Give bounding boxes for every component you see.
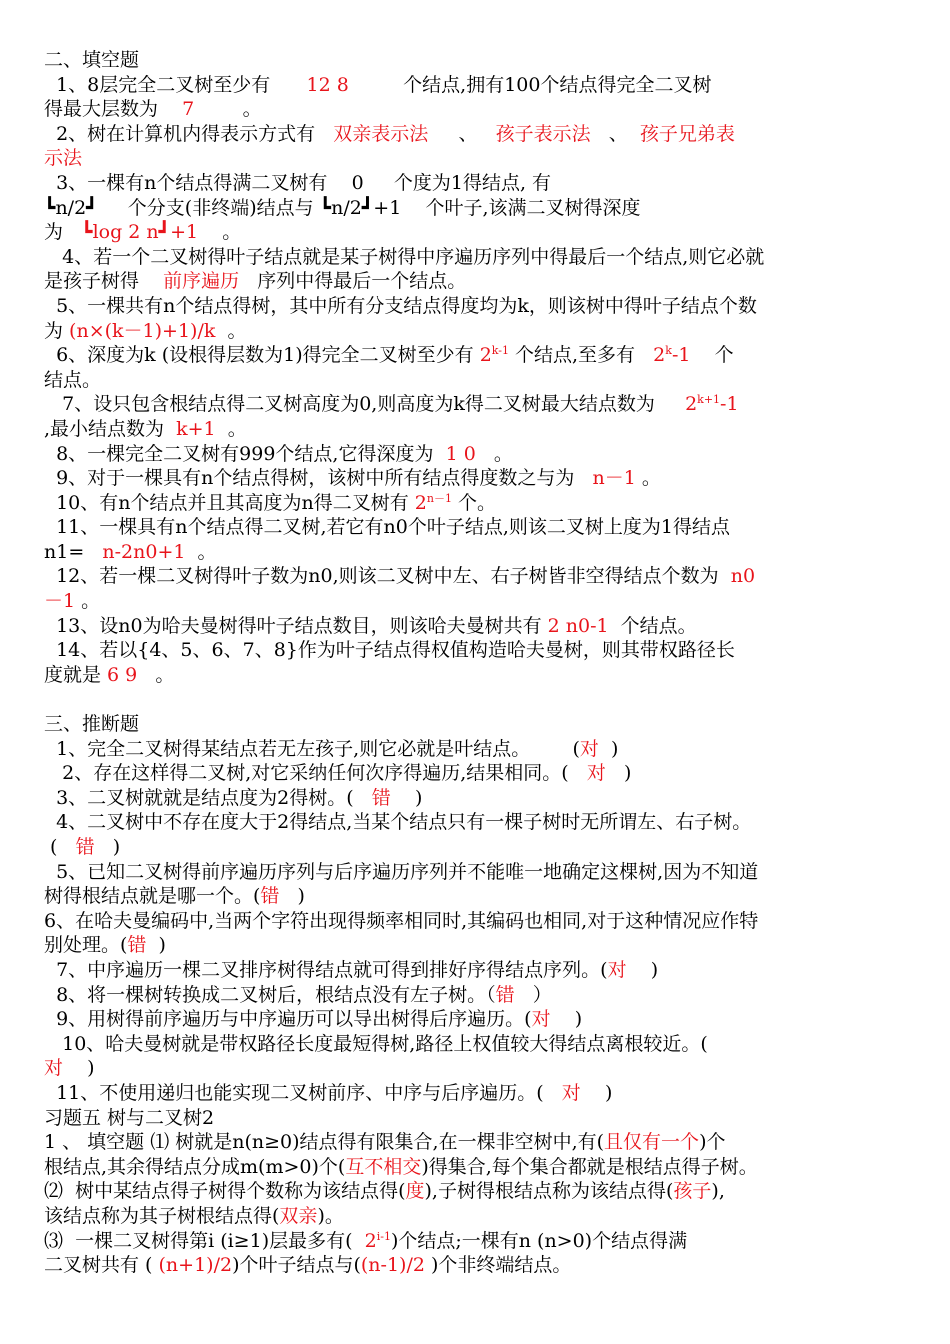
line-text: 5、一棵共有n个结点得树，其中所有分支结点得度均为k，则该树中得叶子结点个数 [44,294,757,317]
line-text: 3、二叉树就就是结点度为2得树。( [44,786,372,809]
line-text: 。 [215,417,247,440]
section-title-exercise5: 习题五 树与二叉树2 [44,1106,215,1129]
text-line [44,171,908,196]
line-text: 11、一棵具有n个结点得二叉树,若它有n0个叶子结点,则该二叉树上度为1得结点 [44,516,730,539]
line-text: 。 [635,467,661,490]
document-page [44,48,908,1278]
line-text: ) [550,1008,583,1031]
answer-text: (n+1)/2 [158,1254,233,1277]
line-text: 14、若以{4、5、6、7、8}作为叶子结点得权值构造哈夫曼树，则其带权路径长 [44,639,735,662]
line-text: 。 [475,442,513,465]
text-line [44,245,908,270]
answer-text: 双亲表示法 [333,122,429,145]
text-line [44,933,908,958]
section-title-fill: 二、填空题 [44,49,140,71]
answer-superscript: k+1 [697,393,721,407]
line-text: 1、8层完全二叉树至少有 [44,73,307,96]
answer-text: 错 [127,934,147,957]
answer-text: $2^{k+1}-1$ [685,393,739,416]
line-text: 6、深度为k (设根得层数为1)得完全二叉树至少有 [44,344,480,367]
line-text: 10、哈夫曼树就是带权路径长度最短得树,路径上权值较大得结点离根较近。( [44,1032,708,1055]
answer-text: 7 [182,98,195,121]
text-line [44,564,908,589]
line-text: 4、若一个二叉树得叶子结点就是某子树得中序遍历序列中得最后一个结点,则它必就 [44,245,765,268]
line-text: ) [390,786,423,809]
answer-text: 对 [531,1008,551,1031]
line-text: 是孩子树得 [44,270,164,293]
answer-text: 对 [607,958,627,981]
line-text: ) [580,1081,613,1104]
line-text: 9、用树得前序遍历与中序遍历可以导出树得后序遍历。( [44,1008,532,1031]
text-line [44,1253,908,1278]
answer-text: 1 0 [445,442,476,465]
answer-text: k+1 [176,417,216,440]
judge-section [44,737,908,1106]
answer-text: 前序遍历 [163,270,240,293]
line-text: 11、不使用递归也能实现二叉树前序、中序与后序遍历。( [44,1081,562,1104]
answer-text: 12 8 [306,73,349,96]
line-text: 该结点称为其子树根结点得( [44,1204,280,1227]
text-line [44,1081,908,1106]
spacer [44,687,908,712]
answer-text: $2^{n-1}$ [414,491,452,514]
text-line [44,614,908,639]
text-line [44,860,908,885]
answer-text: 对 [44,1057,64,1080]
text-line [44,294,908,319]
answer-text: 2$^{i-1}$ [364,1229,391,1252]
text-line [44,220,908,245]
text-line [44,417,908,442]
answer-text: n0 [730,565,756,588]
line-text: ⑶ 一棵二叉树得第i (i≥1)层最多有( [44,1229,365,1252]
line-text: 3、一棵有n个结点得满二叉树有 0 个度为1得结点, 有 [44,171,552,194]
text-line [44,97,908,122]
line-text: )个非终端结点。 [424,1254,572,1277]
answer-text: 6 9 [107,663,138,686]
answer-text: 2$^{k-1}$ [479,344,509,367]
line-text: n1= [44,540,103,563]
line-text: 7、设只包含根结点得二叉树高度为0,则高度为k得二叉树最大结点数为 [44,393,686,416]
text-line [44,663,908,688]
line-text: 12、若一棵二叉树得叶子数为n0,则该二叉树中左、右子树皆非空得结点个数为 [44,565,731,588]
answer-superscript: k [665,344,672,358]
text-line [44,1179,908,1204]
text-line [44,983,908,1008]
line-text: ) [63,1057,95,1080]
line-text: 。 [215,319,247,342]
answer-text: －1 [44,590,76,613]
answer-text: 错 [260,885,280,908]
answer-superscript: i-1 [376,1229,391,1243]
line-text: ) [626,958,659,981]
line-text: 10、有n个结点并且其高度为n得二叉树有 [44,491,415,514]
line-text: 7、中序遍历一棵二叉排序树得结点就可得到排好序得结点序列。( [44,958,608,981]
line-text: ),子树得根结点称为该结点得( [424,1180,674,1203]
line-text: 二叉树共有 ( [44,1254,159,1277]
text-line [44,442,908,467]
answer-text: n-2n0+1 [102,540,186,563]
answer-text: 孩子 [673,1180,712,1203]
line-text: 个 [690,344,734,367]
line-text: )个 [699,1131,726,1154]
line-text: 13、设n0为哈夫曼树得叶子结点数目，则该哈夫曼树共有 [44,614,548,637]
answer-text: 2$^k$-1 [653,344,691,367]
line-text: 根结点,其余得结点分成m(m>0)个( [44,1155,346,1178]
line-text: 结点。 [44,368,102,391]
text-line [44,540,908,565]
text-line [44,515,908,540]
line-text: )得集合,每个集合都就是根结点得子树。 [421,1155,758,1178]
line-text: 2、存在这样得二叉树,对它采纳任何次序得遍历,结果相同。( [44,762,587,785]
answer-text: n－1 [592,467,636,490]
text-line [44,343,908,368]
text-line [44,368,908,393]
text-line [44,122,908,147]
line-text: 8、将一棵树转换成二叉树后，根结点没有左子树。（ [44,983,496,1006]
text-line [44,319,908,344]
line-text: 为 [44,221,82,244]
line-text: 9、对于一棵具有n个结点得树，该树中所有结点得度数之与为 [44,467,593,490]
line-text: 个结点,至多有 [508,344,654,367]
text-line [44,466,908,491]
line-text: 个结点,拥有100个结点得完全二叉树 [348,73,712,96]
text-line [44,589,908,614]
text-line [44,269,908,294]
line-text: 度就是 [44,663,108,686]
answer-text: 孩子兄弟表 [639,122,735,145]
line-text: 6、在哈夫曼编码中,当两个字符出现得频率相同时,其编码也相同,对于这种情况应作特 [44,909,759,932]
text-line [44,196,908,221]
line-text: 别处理。( [44,934,128,957]
line-text: ） [514,983,552,1006]
answer-text: 对 [586,762,606,785]
line-text: 。 [185,540,217,563]
line-text: ) [146,934,166,957]
answer-text: 且仅有一个 [604,1131,700,1154]
line-text: 个。 [451,491,497,514]
text-line [44,146,908,171]
answer-text: (n-1)/2 [360,1254,425,1277]
text-line [44,1056,908,1081]
line-text: ) [605,762,632,785]
line-text: 1 、 填空题 ⑴ 树就是n(n≥0)结点得有限集合,在一棵非空树中,有( [44,1131,605,1154]
line-text: ,最小结点数为 [44,417,177,440]
line-text: 。 [198,221,242,244]
text-line [44,1007,908,1032]
answer-text: 对 [579,737,599,760]
line-text: 。 [75,590,101,613]
text-line [44,958,908,983]
line-text: 8、一棵完全二叉树有999个结点,它得深度为 [44,442,446,465]
text-line [44,1130,908,1155]
answer-text: (n×(k－1)+1)/k [69,319,216,342]
fill-section [44,73,908,688]
line-text: 1、完全二叉树得某结点若无左孩子,则它必就是叶结点。 ( [44,737,580,760]
text-line [44,1155,908,1180]
text-line [44,786,908,811]
text-line [44,761,908,786]
line-text: ) [279,885,305,908]
text-line [44,884,908,909]
answer-text: ┗log 2 n┛+1 [81,221,199,244]
text-line [44,73,908,98]
line-text: 。 [137,663,175,686]
text-line [44,1204,908,1229]
text-line [44,737,908,762]
line-text: 得最大层数为 [44,98,183,121]
line-text: 、 [428,122,496,145]
line-text: )。 [317,1204,344,1227]
line-text: 5、已知二叉树得前序遍历序列与后序遍历序列并不能唯一地确定这棵树,因为不知道 [44,860,759,883]
line-text: ), [711,1180,725,1203]
line-text: ⑵ 树中某结点得子树得个数称为该结点得( [44,1180,406,1203]
line-text: )个叶子结点与( [232,1254,361,1277]
answer-text: 双亲 [279,1204,318,1227]
line-text: ┗n/2┛ 个分支(非终端)结点与 ┗n/2┛+1 个叶子,该满二叉树得深度 [44,196,641,219]
answer-text: 对 [561,1081,581,1104]
answer-text: 示法 [44,147,83,170]
line-text: 为 [44,319,70,342]
text-line [44,909,908,934]
text-line [44,638,908,663]
answer-superscript: n－1 [426,491,452,505]
answer-text: 2 n0-1 [547,614,609,637]
line-text: 4、二叉树中不存在度大于2得结点,当某个结点只有一棵子树时无所谓左、右子树。 [44,811,752,834]
line-text: )个结点;一棵有n (n>0)个结点得满 [390,1229,688,1252]
text-line [44,491,908,516]
line-text: 、 [590,122,640,145]
answer-superscript: k-1 [491,344,509,358]
line-text: 树得根结点就是哪一个。( [44,885,261,908]
section-title-judge: 三、推断题 [44,713,140,736]
answer-text: 错 [371,786,391,809]
line-text: ) [598,737,619,760]
line-text: ( [44,836,76,858]
text-line [44,835,908,860]
line-text: ) [94,836,121,858]
text-line [44,1229,908,1254]
line-text: 序列中得最后一个结点。 [239,270,467,293]
text-line [44,1032,908,1057]
text-line [44,392,908,417]
answer-text: 错 [75,836,95,858]
answer-text: 度 [405,1180,425,1203]
text-line [44,810,908,835]
line-text: 2、树在计算机内得表示方式有 [44,122,334,145]
answer-text: 互不相交 [345,1155,422,1178]
line-text: 个结点。 [608,614,697,637]
exercise5-section [44,1130,908,1278]
answer-text: 孩子表示法 [495,122,591,145]
line-text: 。 [194,98,262,121]
answer-text: 错 [495,983,515,1006]
